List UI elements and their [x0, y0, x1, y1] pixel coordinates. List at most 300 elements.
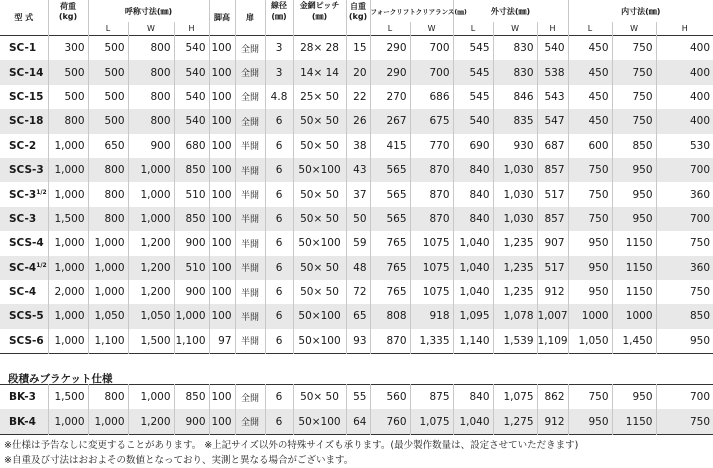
cell-iL: 950	[568, 256, 612, 280]
cell-oH: 547	[537, 109, 568, 133]
cell-wire: 6	[265, 182, 293, 206]
cell-iH: 400	[656, 60, 713, 84]
cell-wire: 6	[265, 158, 293, 182]
cell-fW: 918	[410, 304, 453, 328]
cell-fW: 875	[410, 385, 453, 410]
cell-fW: 1075	[410, 231, 453, 255]
cell-iW: 1,450	[612, 329, 656, 354]
table-row	[0, 304, 713, 328]
cell-iL: 450	[568, 60, 612, 84]
cell-leg: 100	[209, 256, 235, 280]
cell-pitch: 14× 14	[293, 60, 346, 84]
cell-leg: 100	[209, 231, 235, 255]
cell-oH: 912	[537, 409, 568, 434]
cell-load: 1,000	[48, 409, 88, 434]
cell-fW: 1,075	[410, 409, 453, 434]
header-pitch: 金網ピッチ (㎜)	[293, 0, 346, 22]
cell-oH: 538	[537, 60, 568, 84]
table-row	[0, 329, 713, 354]
cell-wire: 4.8	[265, 85, 293, 109]
cell-nW: 1,200	[128, 409, 174, 434]
cell-nH: 900	[174, 231, 209, 255]
cell-iL: 750	[568, 182, 612, 206]
cell-nH: 680	[174, 134, 209, 158]
cell-weight: 50	[346, 207, 370, 231]
table-row	[0, 231, 713, 255]
cell-nL: 500	[88, 85, 128, 109]
cell-door: 半開	[235, 182, 265, 206]
cell-iL: 450	[568, 85, 612, 109]
model-cell: SCS-4	[9, 237, 44, 250]
cell-nH: 850	[174, 207, 209, 231]
cell-iW: 750	[612, 36, 656, 61]
cell-nW: 800	[128, 109, 174, 133]
cell-iH: 750	[656, 280, 713, 304]
cell-door: 全開	[235, 60, 265, 84]
header-wire: 線径 (㎜)	[265, 0, 293, 22]
cell-nW: 1,000	[128, 158, 174, 182]
cell-oW: 830	[493, 36, 537, 61]
cell-load: 300	[48, 36, 88, 61]
cell-oL: 1,040	[453, 409, 493, 434]
cell-iW: 1150	[612, 409, 656, 434]
cell-oL: 545	[453, 60, 493, 84]
cell-fL: 290	[370, 60, 410, 84]
cell-door: 全開	[235, 109, 265, 133]
cell-door: 全開	[235, 409, 265, 434]
cell-door: 半開	[235, 304, 265, 328]
cell-fW: 770	[410, 134, 453, 158]
cell-weight: 55	[346, 385, 370, 410]
cell-iH: 750	[656, 231, 713, 255]
cell-iL: 450	[568, 109, 612, 133]
cell-oL: 840	[453, 158, 493, 182]
cell-fL: 267	[370, 109, 410, 133]
cell-iW: 750	[612, 109, 656, 133]
cell-wire: 6	[265, 304, 293, 328]
cell-fW: 700	[410, 36, 453, 61]
cell-nL: 800	[88, 182, 128, 206]
cell-load: 500	[48, 85, 88, 109]
cell-iH: 360	[656, 182, 713, 206]
cell-iW: 950	[612, 182, 656, 206]
model-cell: SC-3	[0, 207, 48, 231]
cell-leg: 100	[209, 304, 235, 328]
cell-load: 1,000	[48, 134, 88, 158]
cell-iL: 750	[568, 385, 612, 410]
cell-iH: 400	[656, 85, 713, 109]
cell-nW: 800	[128, 36, 174, 61]
cell-wire: 3	[265, 60, 293, 84]
model-cell: SCS-5	[0, 304, 48, 328]
model-cell: SC-18	[0, 109, 48, 133]
cell-oW: 1,030	[493, 182, 537, 206]
cell-pitch: 25× 50	[293, 85, 346, 109]
cell-nL: 500	[88, 36, 128, 61]
cell-fL: 565	[370, 158, 410, 182]
cell-fW: 870	[410, 207, 453, 231]
cell-oW: 1,030	[493, 207, 537, 231]
cell-oL: 1,140	[453, 329, 493, 354]
cell-fL: 760	[370, 409, 410, 434]
cell-pitch: 28× 28	[293, 36, 346, 61]
cell-iH: 850	[656, 304, 713, 328]
cell-pitch: 50×100	[293, 329, 346, 354]
cell-leg: 100	[209, 385, 235, 410]
cell-iH: 400	[656, 36, 713, 61]
cell-nH: 1,000	[174, 304, 209, 328]
cell-oL: 1,040	[453, 256, 493, 280]
header-nominal: 呼称寸法(㎜)	[88, 0, 209, 22]
model-cell: BK-3	[9, 391, 36, 404]
cell-nW: 1,000	[128, 207, 174, 231]
cell-leg: 100	[209, 182, 235, 206]
model-cell: SCS-6	[9, 334, 44, 347]
cell-nL: 650	[88, 134, 128, 158]
cell-nL: 800	[88, 385, 128, 410]
cell-pitch: 50×100	[293, 409, 346, 434]
cell-door: 全開	[235, 36, 265, 61]
cell-wire: 6	[265, 109, 293, 133]
table-row	[0, 85, 713, 109]
cell-oW: 846	[493, 85, 537, 109]
cell-weight: 93	[346, 329, 370, 354]
table-row	[0, 256, 713, 280]
cell-weight: 65	[346, 304, 370, 328]
header-load-blank	[48, 22, 88, 36]
cell-iL: 600	[568, 134, 612, 158]
model-cell: BK-4	[0, 409, 48, 434]
cell-pitch: 50×100	[293, 158, 346, 182]
cell-nW: 900	[128, 134, 174, 158]
header-inner-l: L	[568, 22, 612, 36]
cell-pitch: 50×100	[293, 304, 346, 328]
cell-nW: 1,000	[128, 182, 174, 206]
cell-oL: 1,040	[453, 280, 493, 304]
header-fork-l: L	[370, 22, 410, 36]
table-row	[0, 207, 713, 231]
cell-wire: 6	[265, 134, 293, 158]
cell-nL: 1,000	[88, 231, 128, 255]
cell-oH: 912	[537, 280, 568, 304]
cell-load: 1,500	[48, 207, 88, 231]
cell-fL: 565	[370, 182, 410, 206]
cell-fL: 765	[370, 231, 410, 255]
table-row	[0, 158, 713, 182]
header-nominal-l: L	[88, 22, 128, 36]
header-outer-l: L	[453, 22, 493, 36]
cell-wire: 3	[265, 36, 293, 61]
cell-oW: 1,235	[493, 280, 537, 304]
cell-nH: 540	[174, 109, 209, 133]
bracket-table	[0, 384, 713, 435]
cell-weight: 22	[346, 85, 370, 109]
cell-weight: 43	[346, 158, 370, 182]
cell-oW: 1,030	[493, 158, 537, 182]
header-inner-h: H	[656, 22, 713, 36]
cell-oW: 1,275	[493, 409, 537, 434]
header-nominal-w: W	[128, 22, 174, 36]
cell-oW: 1,075	[493, 385, 537, 410]
table-row	[0, 60, 713, 84]
cell-fW: 675	[410, 109, 453, 133]
cell-nH: 510	[174, 182, 209, 206]
cell-wire: 6	[265, 207, 293, 231]
cell-leg: 100	[209, 36, 235, 61]
cell-nL: 1,000	[88, 256, 128, 280]
table-row	[0, 280, 713, 304]
cell-load: 800	[48, 109, 88, 133]
header-outer-h: H	[537, 22, 568, 36]
cell-fL: 560	[370, 385, 410, 410]
cell-iL: 950	[568, 409, 612, 434]
cell-leg: 100	[209, 207, 235, 231]
cell-leg: 97	[209, 329, 235, 354]
cell-oL: 840	[453, 207, 493, 231]
cell-iL: 950	[568, 280, 612, 304]
cell-fW: 1,335	[410, 329, 453, 354]
cell-nW: 1,200	[128, 256, 174, 280]
cell-weight: 72	[346, 280, 370, 304]
cell-oH: 857	[537, 207, 568, 231]
header-load: 荷重 (kg)	[48, 0, 88, 22]
cell-iH: 750	[656, 409, 713, 434]
cell-weight: 59	[346, 231, 370, 255]
cell-oW: 1,078	[493, 304, 537, 328]
cell-nL: 500	[88, 109, 128, 133]
cell-oL: 540	[453, 109, 493, 133]
cell-pitch: 50×100	[293, 231, 346, 255]
cell-load: 1,000	[48, 329, 88, 354]
cell-wire: 6	[265, 329, 293, 354]
cell-iH: 700	[656, 207, 713, 231]
model-cell: SCS-3	[0, 158, 48, 182]
cell-nW: 1,200	[128, 280, 174, 304]
cell-leg: 100	[209, 134, 235, 158]
cell-leg: 100	[209, 85, 235, 109]
model-cell: $SC-3^{1/2}$	[9, 188, 47, 201]
cell-nH: 900	[174, 409, 209, 434]
cell-weight: 64	[346, 409, 370, 434]
cell-iW: 1000	[612, 304, 656, 328]
header-weight-blank	[346, 22, 370, 36]
cell-nW: 1,200	[128, 231, 174, 255]
cell-pitch: 50× 50	[293, 207, 346, 231]
cell-iL: 750	[568, 207, 612, 231]
cell-weight: 38	[346, 134, 370, 158]
cell-pitch: 50× 50	[293, 109, 346, 133]
cell-oH: 517	[537, 256, 568, 280]
cell-oW: 835	[493, 109, 537, 133]
model-cell: SC-1	[0, 36, 48, 61]
cell-fL: 765	[370, 256, 410, 280]
cell-weight: 15	[346, 36, 370, 61]
model-cell: SC-4	[9, 286, 37, 299]
cell-fL: 870	[370, 329, 410, 354]
cell-load: 2,000	[48, 280, 88, 304]
cell-iW: 950	[612, 158, 656, 182]
cell-wire: 6	[265, 231, 293, 255]
cell-wire: 6	[265, 385, 293, 410]
cell-load: 500	[48, 60, 88, 84]
header-weight: 自重 (kg)	[346, 0, 370, 22]
cell-iW: 750	[612, 85, 656, 109]
cell-oW: 1,235	[493, 256, 537, 280]
cell-iW: 1150	[612, 280, 656, 304]
cell-oH: 907	[537, 231, 568, 255]
cell-oW: 1,235	[493, 231, 537, 255]
cell-iH: 950	[656, 329, 713, 354]
cell-fL: 808	[370, 304, 410, 328]
cell-pitch: 50× 50	[293, 182, 346, 206]
cell-iL: 950	[568, 231, 612, 255]
cell-nL: 800	[88, 158, 128, 182]
cell-leg: 100	[209, 60, 235, 84]
cell-fL: 565	[370, 207, 410, 231]
model-cell: SC-15	[9, 90, 44, 103]
cell-load: 1,000	[48, 304, 88, 328]
cell-nW: 1,500	[128, 329, 174, 354]
cell-door: 全開	[235, 385, 265, 410]
cell-nL: 1,000	[88, 280, 128, 304]
cell-nW: 1,000	[128, 385, 174, 410]
table-row	[0, 385, 713, 410]
table-row	[0, 109, 713, 133]
cell-leg: 100	[209, 158, 235, 182]
cell-load: 1,000	[48, 231, 88, 255]
table-row	[0, 409, 713, 434]
cell-door: 半開	[235, 207, 265, 231]
cell-door: 全開	[235, 85, 265, 109]
cell-iW: 950	[612, 207, 656, 231]
cell-oW: 1,539	[493, 329, 537, 354]
cell-door: 半開	[235, 134, 265, 158]
cell-iH: 530	[656, 134, 713, 158]
table-row	[0, 36, 713, 61]
cell-oL: 840	[453, 182, 493, 206]
cell-pitch: 50× 50	[293, 256, 346, 280]
cell-oH: 1,109	[537, 329, 568, 354]
cell-fW: 686	[410, 85, 453, 109]
cell-iH: 700	[656, 158, 713, 182]
cell-fL: 270	[370, 85, 410, 109]
cell-iH: 360	[656, 256, 713, 280]
cell-fW: 870	[410, 158, 453, 182]
cell-iH: 400	[656, 109, 713, 133]
cell-door: 半開	[235, 231, 265, 255]
cell-load: 1,000	[48, 256, 88, 280]
note-line-1: ※仕様は予告なしに変更することがあります。 ※上記サイズ以外の特殊サイズも承ります。(最少製作数量は、設定させていただきます)	[4, 440, 579, 451]
header-outer: 外寸法(㎜)	[453, 0, 568, 22]
bracket-section-title: 段積みブラケット仕様	[8, 373, 113, 385]
cell-nW: 800	[128, 85, 174, 109]
cell-load: 1,500	[48, 385, 88, 410]
cell-iL: 450	[568, 36, 612, 61]
cell-load: 1,000	[48, 158, 88, 182]
cell-oH: 543	[537, 85, 568, 109]
cell-nH: 850	[174, 158, 209, 182]
cell-iW: 850	[612, 134, 656, 158]
cell-oH: 687	[537, 134, 568, 158]
cell-leg: 100	[209, 280, 235, 304]
cell-nW: 800	[128, 60, 174, 84]
cell-oL: 545	[453, 36, 493, 61]
header-nominal-h: H	[174, 22, 209, 36]
cell-fW: 700	[410, 60, 453, 84]
cell-fL: 415	[370, 134, 410, 158]
cell-oL: 1,095	[453, 304, 493, 328]
cell-iH: 700	[656, 385, 713, 410]
cell-nH: 540	[174, 85, 209, 109]
table-row	[0, 134, 713, 158]
cell-nL: 1,050	[88, 304, 128, 328]
header-door: 扉	[235, 0, 265, 36]
cell-iW: 1150	[612, 231, 656, 255]
cell-load: 1,000	[48, 182, 88, 206]
cell-fW: 1075	[410, 280, 453, 304]
cell-oW: 930	[493, 134, 537, 158]
cell-iW: 750	[612, 60, 656, 84]
cell-fW: 1075	[410, 256, 453, 280]
cell-nL: 1,100	[88, 329, 128, 354]
model-cell: $SC-4^{1/2}$	[0, 256, 48, 280]
cell-pitch: 50× 50	[293, 134, 346, 158]
cell-oL: 1,040	[453, 231, 493, 255]
model-cell: SC-14	[0, 60, 48, 84]
header-outer-w: W	[493, 22, 537, 36]
cell-oH: 862	[537, 385, 568, 410]
header-wire-blank	[265, 22, 293, 36]
cell-iL: 1,050	[568, 329, 612, 354]
cell-oW: 830	[493, 60, 537, 84]
note-line-2: ※自重及び寸法はおおよその数値となっており、実測と異なる場合がございます。	[4, 455, 354, 466]
cell-nH: 510	[174, 256, 209, 280]
cell-fW: 870	[410, 182, 453, 206]
cell-door: 半開	[235, 256, 265, 280]
cell-nL: 1,000	[88, 409, 128, 434]
cell-oH: 517	[537, 182, 568, 206]
cell-weight: 48	[346, 256, 370, 280]
header-leg: 脚高	[209, 0, 235, 36]
header-fork-w: W	[410, 22, 453, 36]
cell-fL: 765	[370, 280, 410, 304]
cell-door: 半開	[235, 329, 265, 354]
cell-nL: 500	[88, 60, 128, 84]
cell-wire: 6	[265, 256, 293, 280]
header-pitch-blank	[293, 22, 346, 36]
cell-oH: 540	[537, 36, 568, 61]
model-cell: SC-2	[9, 139, 37, 152]
header-inner: 内寸法(㎜)	[568, 0, 713, 22]
cell-weight: 26	[346, 109, 370, 133]
cell-nL: 800	[88, 207, 128, 231]
cell-iL: 750	[568, 158, 612, 182]
cell-fL: 290	[370, 36, 410, 61]
table-row	[0, 182, 713, 206]
header-inner-w: W	[612, 22, 656, 36]
cell-oL: 840	[453, 385, 493, 410]
cell-oL: 690	[453, 134, 493, 158]
cell-weight: 37	[346, 182, 370, 206]
header-fork: フォークリフトクリアランス(㎜)	[370, 0, 453, 22]
cell-weight: 20	[346, 60, 370, 84]
cell-pitch: 50× 50	[293, 280, 346, 304]
cell-iW: 950	[612, 385, 656, 410]
cell-iL: 1000	[568, 304, 612, 328]
cell-door: 半開	[235, 158, 265, 182]
cell-pitch: 50× 50	[293, 385, 346, 410]
cell-iW: 1150	[612, 256, 656, 280]
